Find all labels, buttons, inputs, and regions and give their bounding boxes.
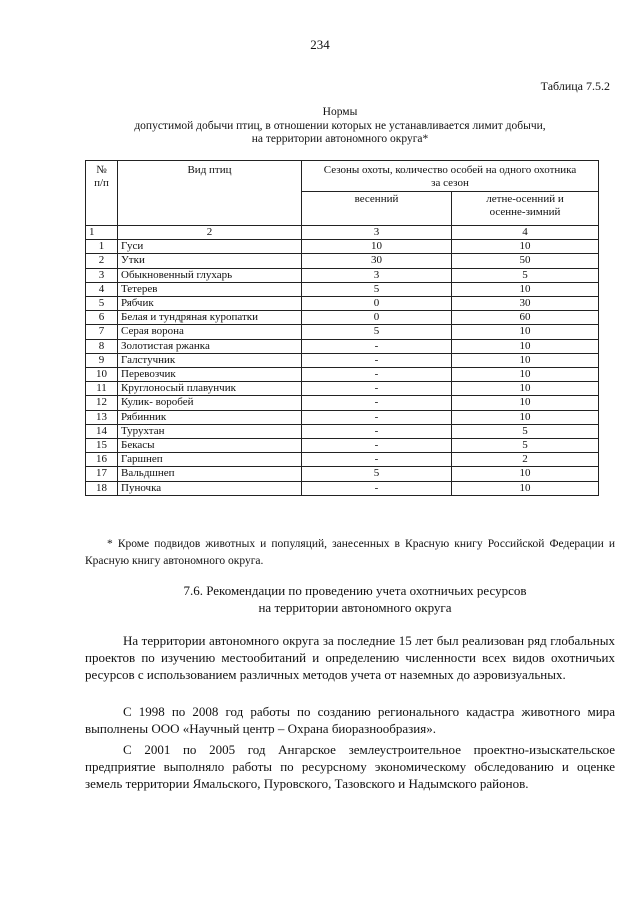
footnote: * Кроме подвидов животных и популяций, занесенных в Красную книгу Российской Федерации и Красную книгу автономного округа.	[85, 538, 615, 567]
row-number: 8	[86, 339, 118, 353]
autumn-limit: 5	[452, 268, 599, 282]
page-number: 234	[310, 37, 330, 52]
row-number: 17	[86, 467, 118, 481]
species-name: Золотистая ржанка	[118, 339, 302, 353]
spring-limit: -	[302, 353, 452, 367]
species-name: Белая и тундряная куропатки	[118, 311, 302, 325]
row-number: 16	[86, 453, 118, 467]
table-row	[86, 453, 599, 467]
section-heading-line: 7.6. Рекомендации по проведению учета охотничьих ресурсов	[183, 583, 527, 598]
row-number: 1	[86, 240, 118, 254]
row-number: 12	[86, 396, 118, 410]
species-name: Утки	[118, 254, 302, 268]
species-name: Бекасы	[118, 439, 302, 453]
autumn-limit: 10	[452, 240, 599, 254]
table-row	[86, 339, 599, 353]
autumn-limit: 60	[452, 311, 599, 325]
header-species: Вид птиц	[118, 161, 302, 226]
table-body	[86, 240, 599, 496]
row-number: 14	[86, 424, 118, 438]
section-heading-line: на территории автономного округа	[258, 600, 452, 615]
row-number: 13	[86, 410, 118, 424]
species-name: Кулик- воробей	[118, 396, 302, 410]
species-name: Перевозчик	[118, 368, 302, 382]
autumn-limit: 10	[452, 396, 599, 410]
table-row	[86, 424, 599, 438]
spring-limit: -	[302, 410, 452, 424]
species-name: Галстучник	[118, 353, 302, 367]
table-title-line: на территории автономного округа*	[251, 133, 429, 145]
table-row	[86, 282, 599, 296]
spring-limit: -	[302, 396, 452, 410]
row-number: 4	[86, 282, 118, 296]
autumn-limit: 10	[452, 481, 599, 495]
table-row	[86, 439, 599, 453]
header-num	[86, 161, 118, 226]
header-num-label: № п/п	[94, 164, 109, 189]
species-name: Гуси	[118, 240, 302, 254]
table-row	[86, 368, 599, 382]
section-heading	[85, 582, 625, 616]
spring-limit: -	[302, 368, 452, 382]
row-number: 10	[86, 368, 118, 382]
table-row	[86, 353, 599, 367]
row-number: 6	[86, 311, 118, 325]
species-name: Пуночка	[118, 481, 302, 495]
paragraph: С 2001 по 2005 год Ангарское землеустроительное проектно-изыскательское предприятие выполняло работы по ресурсному экономическому обследованию и оценке земель территории Ямальского, Пуровского, Тазовского и Надымского районов.	[85, 742, 615, 791]
header-spring: весенний	[302, 192, 452, 226]
spring-limit: 3	[302, 268, 452, 282]
table-row	[86, 410, 599, 424]
species-name: Рябчик	[118, 297, 302, 311]
row-number: 11	[86, 382, 118, 396]
norms-table	[85, 160, 599, 496]
column-number: 4	[452, 226, 599, 240]
spring-limit: -	[302, 424, 452, 438]
table-row	[86, 467, 599, 481]
autumn-limit: 5	[452, 439, 599, 453]
row-number: 7	[86, 325, 118, 339]
paragraph: На территории автономного округа за последние 15 лет был реализован ряд глобальных проектов по изучению местообитаний и определению численности всех видов охотничьих ресурсов с использованием различных методов учета от наземных до аэровизуальных.	[85, 633, 615, 682]
autumn-limit: 10	[452, 325, 599, 339]
spring-limit: -	[302, 453, 452, 467]
spring-limit: 30	[302, 254, 452, 268]
row-number: 3	[86, 268, 118, 282]
spring-limit: 10	[302, 240, 452, 254]
column-number: 3	[302, 226, 452, 240]
autumn-limit: 5	[452, 424, 599, 438]
table-row	[86, 325, 599, 339]
table-row	[86, 481, 599, 495]
species-name: Турухтан	[118, 424, 302, 438]
table-title-line: Нормы	[322, 106, 358, 118]
spring-limit: 0	[302, 311, 452, 325]
table-row	[86, 382, 599, 396]
table-row	[86, 254, 599, 268]
species-name: Рябинник	[118, 410, 302, 424]
header-seasons: Сезоны охоты, количество особей на одного охотника за сезон	[302, 161, 599, 192]
row-number: 15	[86, 439, 118, 453]
table-title	[85, 106, 595, 147]
header-autumn: летне-осенний и осенне-зимний	[452, 192, 599, 226]
species-name: Круглоносый плавунчик	[118, 382, 302, 396]
column-number: 1	[86, 226, 118, 240]
table-row	[86, 240, 599, 254]
table-row	[86, 396, 599, 410]
table-label: Таблица 7.5.2	[540, 79, 610, 93]
row-number: 2	[86, 254, 118, 268]
autumn-limit: 10	[452, 353, 599, 367]
spring-limit: -	[302, 439, 452, 453]
autumn-limit: 50	[452, 254, 599, 268]
table-row	[86, 268, 599, 282]
row-number: 5	[86, 297, 118, 311]
autumn-limit: 10	[452, 368, 599, 382]
column-number: 2	[118, 226, 302, 240]
autumn-limit: 10	[452, 282, 599, 296]
spring-limit: -	[302, 481, 452, 495]
species-name: Обыкновенный глухарь	[118, 268, 302, 282]
spring-limit: -	[302, 382, 452, 396]
autumn-limit: 10	[452, 339, 599, 353]
spring-limit: 5	[302, 325, 452, 339]
species-name: Гаршнеп	[118, 453, 302, 467]
species-name: Серая ворона	[118, 325, 302, 339]
species-name: Вальдшнеп	[118, 467, 302, 481]
spring-limit: 0	[302, 297, 452, 311]
autumn-limit: 2	[452, 453, 599, 467]
autumn-limit: 10	[452, 410, 599, 424]
spring-limit: 5	[302, 467, 452, 481]
paragraph: С 1998 по 2008 год работы по созданию регионального кадастра животного мира выполнены ООО «Научный центр – Охрана биоразнообразия».	[85, 704, 615, 736]
row-number: 9	[86, 353, 118, 367]
autumn-limit: 10	[452, 467, 599, 481]
row-number: 18	[86, 481, 118, 495]
autumn-limit: 10	[452, 382, 599, 396]
species-name: Тетерев	[118, 282, 302, 296]
spring-limit: -	[302, 339, 452, 353]
table-row	[86, 297, 599, 311]
table-title-line: допустимой добычи птиц, в отношении которых не устанавливается лимит добычи,	[134, 119, 546, 132]
table-row	[86, 311, 599, 325]
spring-limit: 5	[302, 282, 452, 296]
autumn-limit: 30	[452, 297, 599, 311]
